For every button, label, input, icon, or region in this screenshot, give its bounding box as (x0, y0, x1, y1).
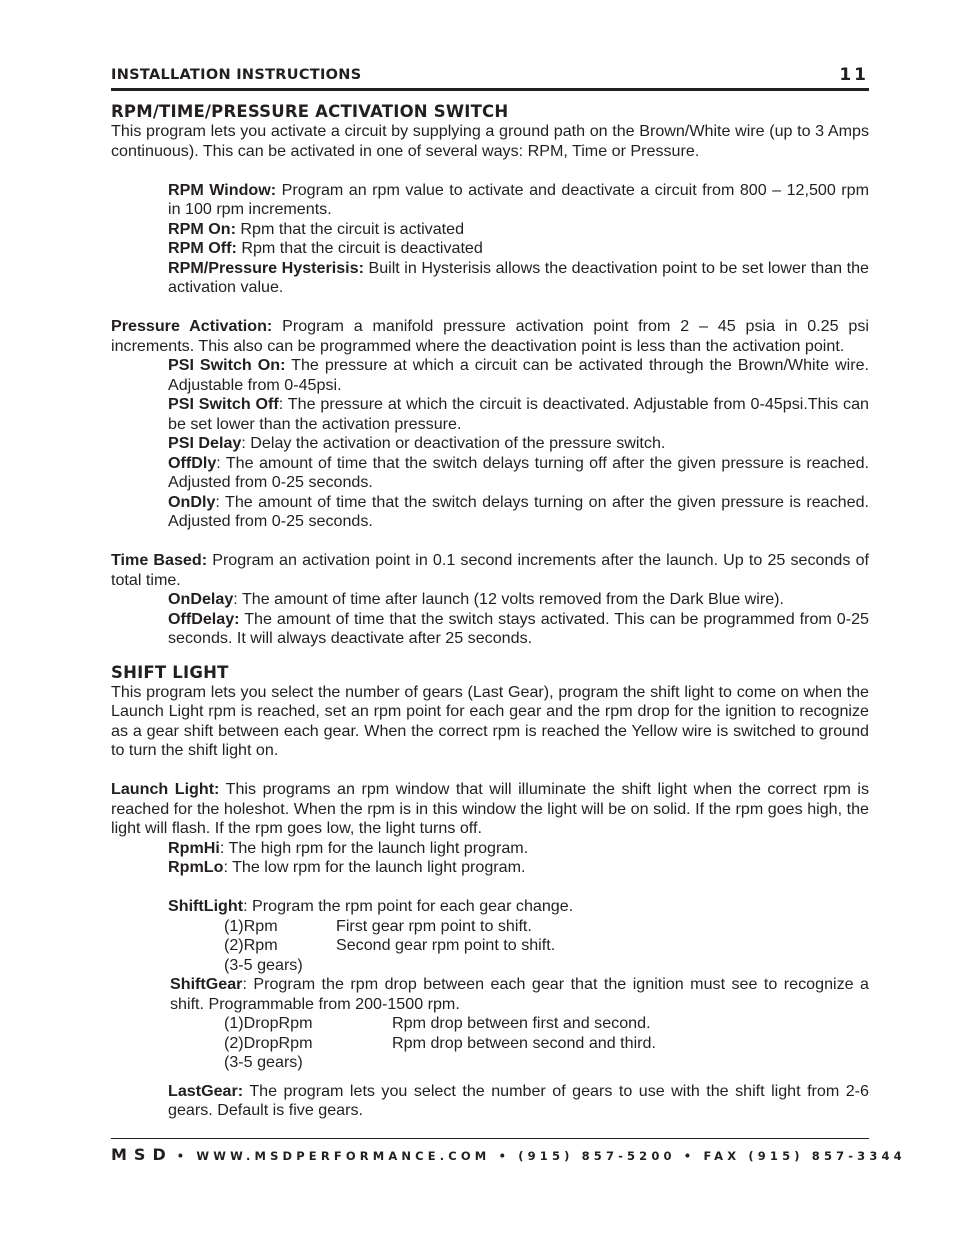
footer-separator: • (498, 1149, 511, 1163)
shift-light-intro: This program lets you select the number of gears (Last Gear), program the shift light to come on when the Launch Light rpm is reached, set an rpm point for each gear and the rpm drop for the ignition to recognize as a gear shift between each gear. When the correct rpm is reached the Yellow wire is switched to ground to turn the shift light on. (111, 682, 869, 759)
time-settings-block (168, 590, 869, 649)
shiftlight-table (224, 917, 869, 976)
launch-light-item: Launch Light: This programs an rpm window that will illuminate the shift light when the correct rpm is reached for the holeshot. When the rpm is in this window the light will be on solid. If the rpm goes high, the light will flash. If the rpm goes low, the light turns off. (111, 780, 869, 837)
rpm-off-item: RPM Off: Rpm that the circuit is deactivated (168, 239, 483, 257)
rpm-window-item: RPM Window: Program an rpm value to activate and deactivate a circuit from 800 – 12,500 rpm in 100 rpm increments. (168, 180, 869, 218)
launch-light-settings (168, 839, 869, 917)
footer-separator: • (683, 1149, 696, 1163)
header-title: INSTALLATION INSTRUCTIONS (111, 67, 362, 83)
section-heading-shift-light: SHIFT LIGHT (111, 662, 229, 682)
table-row: (1)Rpm First gear rpm point to shift. (224, 916, 532, 935)
page-header (111, 64, 869, 91)
psi-delay-item: PSI Delay: Delay the activation or deactivation of the pressure switch. (168, 434, 666, 452)
pressure-activation-item: Pressure Activation: Program a manifold pressure activation point from 2 – 45 psia in 0.25 psi increments. This also can be programmed where the deactivation point is less than the activation point. (111, 317, 869, 355)
table-note: (3-5 gears) (224, 1053, 303, 1071)
page-number: 11 (839, 65, 869, 85)
shiftlight-item: ShiftLight: Program the rpm point for each gear change. (168, 897, 574, 915)
shiftgear-table (224, 1014, 869, 1073)
rpm-settings-block (168, 181, 869, 298)
ondly-item: OnDly: The amount of time that the switch delays turning on after the given pressure is reached. Adjusted from 0-25 seconds. (168, 492, 869, 530)
page-content (111, 102, 869, 1121)
website-link[interactable]: WWW.MSDPERFORMANCE.COM (196, 1149, 491, 1163)
offdelay-item: OffDelay: The amount of time that the switch stays activated. This can be programmed from 0-25 seconds. It will always deactivate after 25 seconds. (168, 609, 869, 647)
offdly-item: OffDly: The amount of time that the switch delays turning off after the given pressure is reached. Adjusted from 0-25 seconds. (168, 453, 869, 491)
brand-logo-text: MSD (111, 1145, 173, 1164)
section-heading-activation-switch: RPM/TIME/PRESSURE ACTIVATION SWITCH (111, 102, 509, 121)
lastgear-item: LastGear: The program lets you select the number of gears to use with the shift light from 2-6 gears. Default is five gears. (168, 1081, 869, 1119)
activation-switch-intro: This program lets you activate a circuit by supplying a ground path on the Brown/White wire (up to 3 Amps continuous). This can be activated in one of several ways: RPM, Time or Pressure. (111, 122, 869, 160)
footer-separator: • (176, 1149, 189, 1163)
pressure-settings-block (168, 356, 869, 532)
rpmhi-item: RpmHi: The high rpm for the launch light program. (168, 838, 529, 857)
table-row: (1)DropRpm Rpm drop between first and second. (224, 1014, 651, 1032)
page-footer (111, 1138, 906, 1164)
time-based-item: Time Based: Program an activation point in 0.1 second increments after the launch. Up to 25 seconds of total time. (111, 551, 869, 589)
psi-switch-off-item: PSI Switch Off: The pressure at which the circuit is deactivated. Adjustable from 0-45psi.This can be set lower than the activation pressure. (168, 395, 869, 433)
hysterisis-item: RPM/Pressure Hysterisis: Built in Hysterisis allows the deactivation point to be set lower than the activation value. (168, 258, 869, 296)
phone-number: (915) 857-5200 (518, 1149, 676, 1163)
fax-number: FAX (915) 857-3344 (703, 1149, 906, 1163)
shiftgear-item: ShiftGear: Program the rpm drop between each gear that the ignition must see to recognize a shift. Programmable from 200-1500 rpm. (170, 975, 869, 1013)
table-note: (3-5 gears) (224, 955, 303, 974)
table-row: (2)DropRpm Rpm drop between second and third. (224, 1033, 656, 1052)
ondelay-item: OnDelay: The amount of time after launch (12 volts removed from the Dark Blue wire). (168, 590, 784, 608)
rpm-on-item: RPM On: Rpm that the circuit is activated (168, 219, 465, 238)
psi-switch-on-item: PSI Switch On: The pressure at which a circuit can be activated through the Brown/White wire. Adjustable from 0-45psi. (168, 356, 869, 394)
rpmlo-item: RpmLo: The low rpm for the launch light program. (168, 858, 526, 876)
table-row: (2)Rpm Second gear rpm point to shift. (224, 936, 556, 954)
